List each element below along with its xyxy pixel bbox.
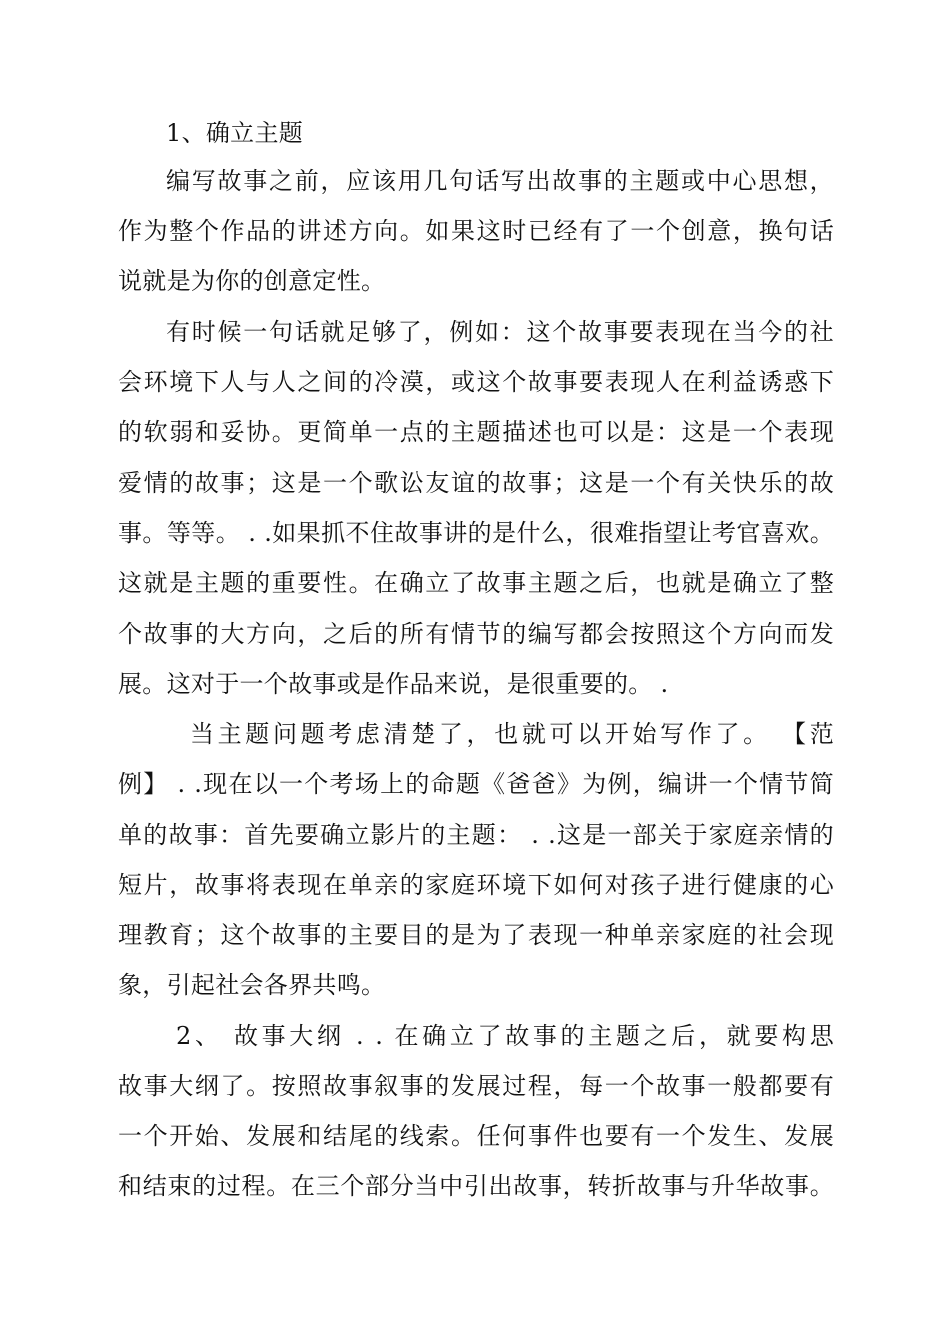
paragraph-line: 说就是为你的创意定性。 <box>118 267 386 295</box>
paragraph-line: 爱情的故事；这是一个歌讼友谊的故事；这是一个有关快乐的故 <box>118 469 834 497</box>
paragraph-line: 理教育；这个故事的主要目的是为了表现一种单亲家庭的社会现 <box>118 921 834 949</box>
paragraph-line: 的软弱和妥协。更简单一点的主题描述也可以是：这是一个表现 <box>118 418 834 446</box>
paragraph-line: 和结束的过程。在三个部分当中引出故事，转折故事与升华故事。 <box>118 1172 834 1200</box>
paragraph-line: 作为整个作品的讲述方向。如果这时已经有了一个创意，换句话 <box>118 217 834 245</box>
section-heading-1: 1、确立主题 <box>166 119 304 147</box>
paragraph-line: 一个开始、发展和结尾的线索。任何事件也要有一个发生、发展 <box>118 1122 834 1150</box>
paragraph-line: 短片，故事将表现在单亲的家庭环境下如何对孩子进行健康的心 <box>118 871 834 899</box>
paragraph-line: 会环境下人与人之间的冷漠，或这个故事要表现人在利益诱惑下 <box>118 368 834 396</box>
paragraph-line: 当主题问题考虑清楚了，也就可以开始写作了。 【范 <box>190 720 834 748</box>
paragraph-line: 单的故事：首先要确立影片的主题： . .这是一部关于家庭亲情的 <box>118 821 834 849</box>
paragraph-line: 展。这对于一个故事或是作品来说，是很重要的。 . <box>118 670 669 698</box>
section-heading-2: 2、 故事大纲 . . 在确立了故事的主题之后，就要构思 <box>176 1022 834 1050</box>
paragraph-line: 例】 . .现在以一个考场上的命题《爸爸》为例，编讲一个情节简 <box>118 770 834 798</box>
paragraph-line: 象，引起社会各界共鸣。 <box>118 971 386 999</box>
paragraph-line: 有时候一句话就足够了，例如：这个故事要表现在当今的社 <box>166 318 834 346</box>
paragraph-line: 编写故事之前，应该用几句话写出故事的主题或中心思想， <box>166 167 834 195</box>
paragraph-line: 故事大纲了。按照故事叙事的发展过程，每一个故事一般都要有 <box>118 1072 834 1100</box>
paragraph-line: 这就是主题的重要性。在确立了故事主题之后，也就是确立了整 <box>118 569 834 597</box>
paragraph-line: 事。等等。 . .如果抓不住故事讲的是什么，很难指望让考官喜欢。 <box>118 519 834 547</box>
paragraph-line: 个故事的大方向，之后的所有情节的编写都会按照这个方向而发 <box>118 620 834 648</box>
